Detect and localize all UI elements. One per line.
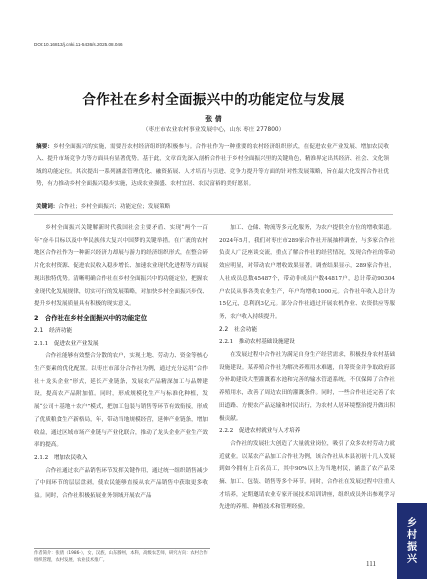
section-heading: 2.1.2 增加农民收入 bbox=[34, 454, 88, 461]
section-heading: 2.2.2 促进农村就业与人才培养 bbox=[219, 428, 301, 435]
section-heading: 2.2 社会功能 bbox=[219, 326, 258, 333]
section-heading: 2.1 经济功能 bbox=[34, 327, 73, 334]
author: 张 倩 bbox=[205, 114, 222, 123]
body-left-column bbox=[34, 222, 208, 503]
article-title: 合作社在乡村全面振兴中的功能定位与发展 bbox=[82, 92, 345, 108]
header-divider bbox=[34, 214, 393, 215]
abstract-text: 乡村全面振兴的实施，需要吾农村经济组织的积极参与。合作社作为一种重要的农村经济组织形式，在促进农业产业发展、增加农民收入、提升市场竞争力等方面具有显著优势。基于此，文章首先深入剖析合作社于乡村全面振兴里的关键角色，精准界定出其经济、社会、文化领域的功能定位。其次提出一系列涵盖管理优化、融资拓展、人才培育与引进、竞争力提升等方面的针对性发展策略，旨在最大化发挥合作社优势，有力推动乡村全面振兴稳步实施，达成农业强盛、农村宜居、农民富裕的美好愿景。 bbox=[36, 144, 389, 188]
page-number: 111 bbox=[366, 560, 376, 568]
paragraph: 合作社通过农产品销售环节发挥关键作用，通过统一组织销售减少了中间环节的层层盘剥，使农民能够直接从农产品销售中获取更多收益。同时，合作社积极拓展业务领域开展农产品 bbox=[34, 467, 208, 500]
section-side-tab-label: 乡村振兴 bbox=[407, 518, 417, 565]
doi: DOI:10.16813/j.cnki.11-5436/s.2025.08.046 bbox=[34, 42, 123, 47]
section-heading: 2.2.1 推动农村基础设施建设 bbox=[219, 339, 295, 346]
keywords bbox=[36, 202, 389, 210]
section-heading: 2 合作社在乡村全面振兴中的功能定位 bbox=[34, 313, 148, 322]
paragraph: 合作社能够有效整合分散的农户，实现土地、劳动力、资金等核心生产要素的优化配置。以枣庄市部分合作社为例，通过充分运用“合作社＋龙头企业”形式，延长产业链条，发展农产品精深加工与品牌建设，提高农产品附加值。同时，形成规模化生产与标准化种植，发展“公司＋基地＋农户”模式，把加工包装与销售等环节有效衔接，形成了优质粮食生产新格局，年，带动当地规模经营，延伸产业链条，增加收益，通过区域市场产业链与产业化联合，推动了龙头企业产业生产效率的提高。 bbox=[34, 353, 208, 449]
paragraph: 乡村全面振兴关键解新时代我国社会主要矛盾、实现“两个一百年”奋斗目标以及中华民族伟大复兴中国梦的关键举措。在广袤的农村地区合作社作为一种新兴经济力却展与游力的经济组织形式，在整合碎片化农村资源、促进农民收入稳步增长、加速农业现代化进程等方面展现出独特优势。清晰明确合作社在乡村全面振兴中的功能定位，把握农业现代化发展规律，切实可行的发展策略，对加快乡村全面振兴步伐、提升乡村发展质量具有积极的现实意义。 bbox=[34, 225, 208, 308]
affiliation: （枣庄市农业农村事业发展中心，山东 枣庄 277800） bbox=[142, 127, 285, 133]
paragraph: 加工、仓储、物流等多元化服务，为农户提供全方位的增收渠道。2024年5月，我们对枣庄市289家合作社开展抽样调查，与多家合作社负责人广泛座谈交流，重点了解合作社的经营情况，发现合作社的带动效应明显，对带动农户增收效果显著。调查结果显示，289家合作社，人社成员总数45487个，带动非成员户数44817户，总计带动90304户农民从事各类农业生产，年户均增收1000元。合作社年收入总计为15亿元，总利润3亿元。部分合作社通过开展农机作业、农资供应等服务，农户收入持续提升。 bbox=[219, 225, 395, 320]
paragraph: 合作社的发展壮大创造了大量就业岗位，吸引了众多农村劳动力就近就业。以某农产品加工合作社为例，该合作社从本县初初十几人发展到如今拥有上百名员工，其中90%以上为当地村民，涵盖了农产品采摘、加工、包装、销售等多个环节。同时，合作社在发展过程中注重人才培养，定期邀请农业专家开展技术培训讲座，组织成员外出参观学习先进的养殖、种植技术和管理经验。 bbox=[219, 440, 395, 511]
keywords-label: 关键词： bbox=[36, 204, 59, 210]
body-right-column bbox=[219, 222, 395, 514]
section-heading: 2.1.1 促进农业产业发展 bbox=[34, 340, 99, 347]
keywords-text: 合作社；乡村全面振兴；功能定位；发展策略 bbox=[58, 204, 171, 210]
abstract-label: 摘要： bbox=[36, 144, 54, 150]
paragraph: 在发展过程中合作社为满足自身生产经营需求，积极投身农村基础设施建设。某养殖合作社为解决养殖用水难题，自筹资金并争取政府部分补助建设大型灌溉蓄水池和完善的输水管道系统，不仅保障了合作社养殖用水，改善了周边农田的灌溉条件。同时，一些合作社还完善了农田道路、方便农产品运输和村民出行，为农村人居环境整治提升做出积极贡献。 bbox=[219, 352, 395, 422]
author-footnote: 作者简介：张倩（1986-），女，汉族，山东滕州，本科，高级农艺师，研究方向：农村合作组织管理，农村发展、农业技术推广。 bbox=[34, 548, 210, 565]
abstract bbox=[36, 141, 389, 191]
